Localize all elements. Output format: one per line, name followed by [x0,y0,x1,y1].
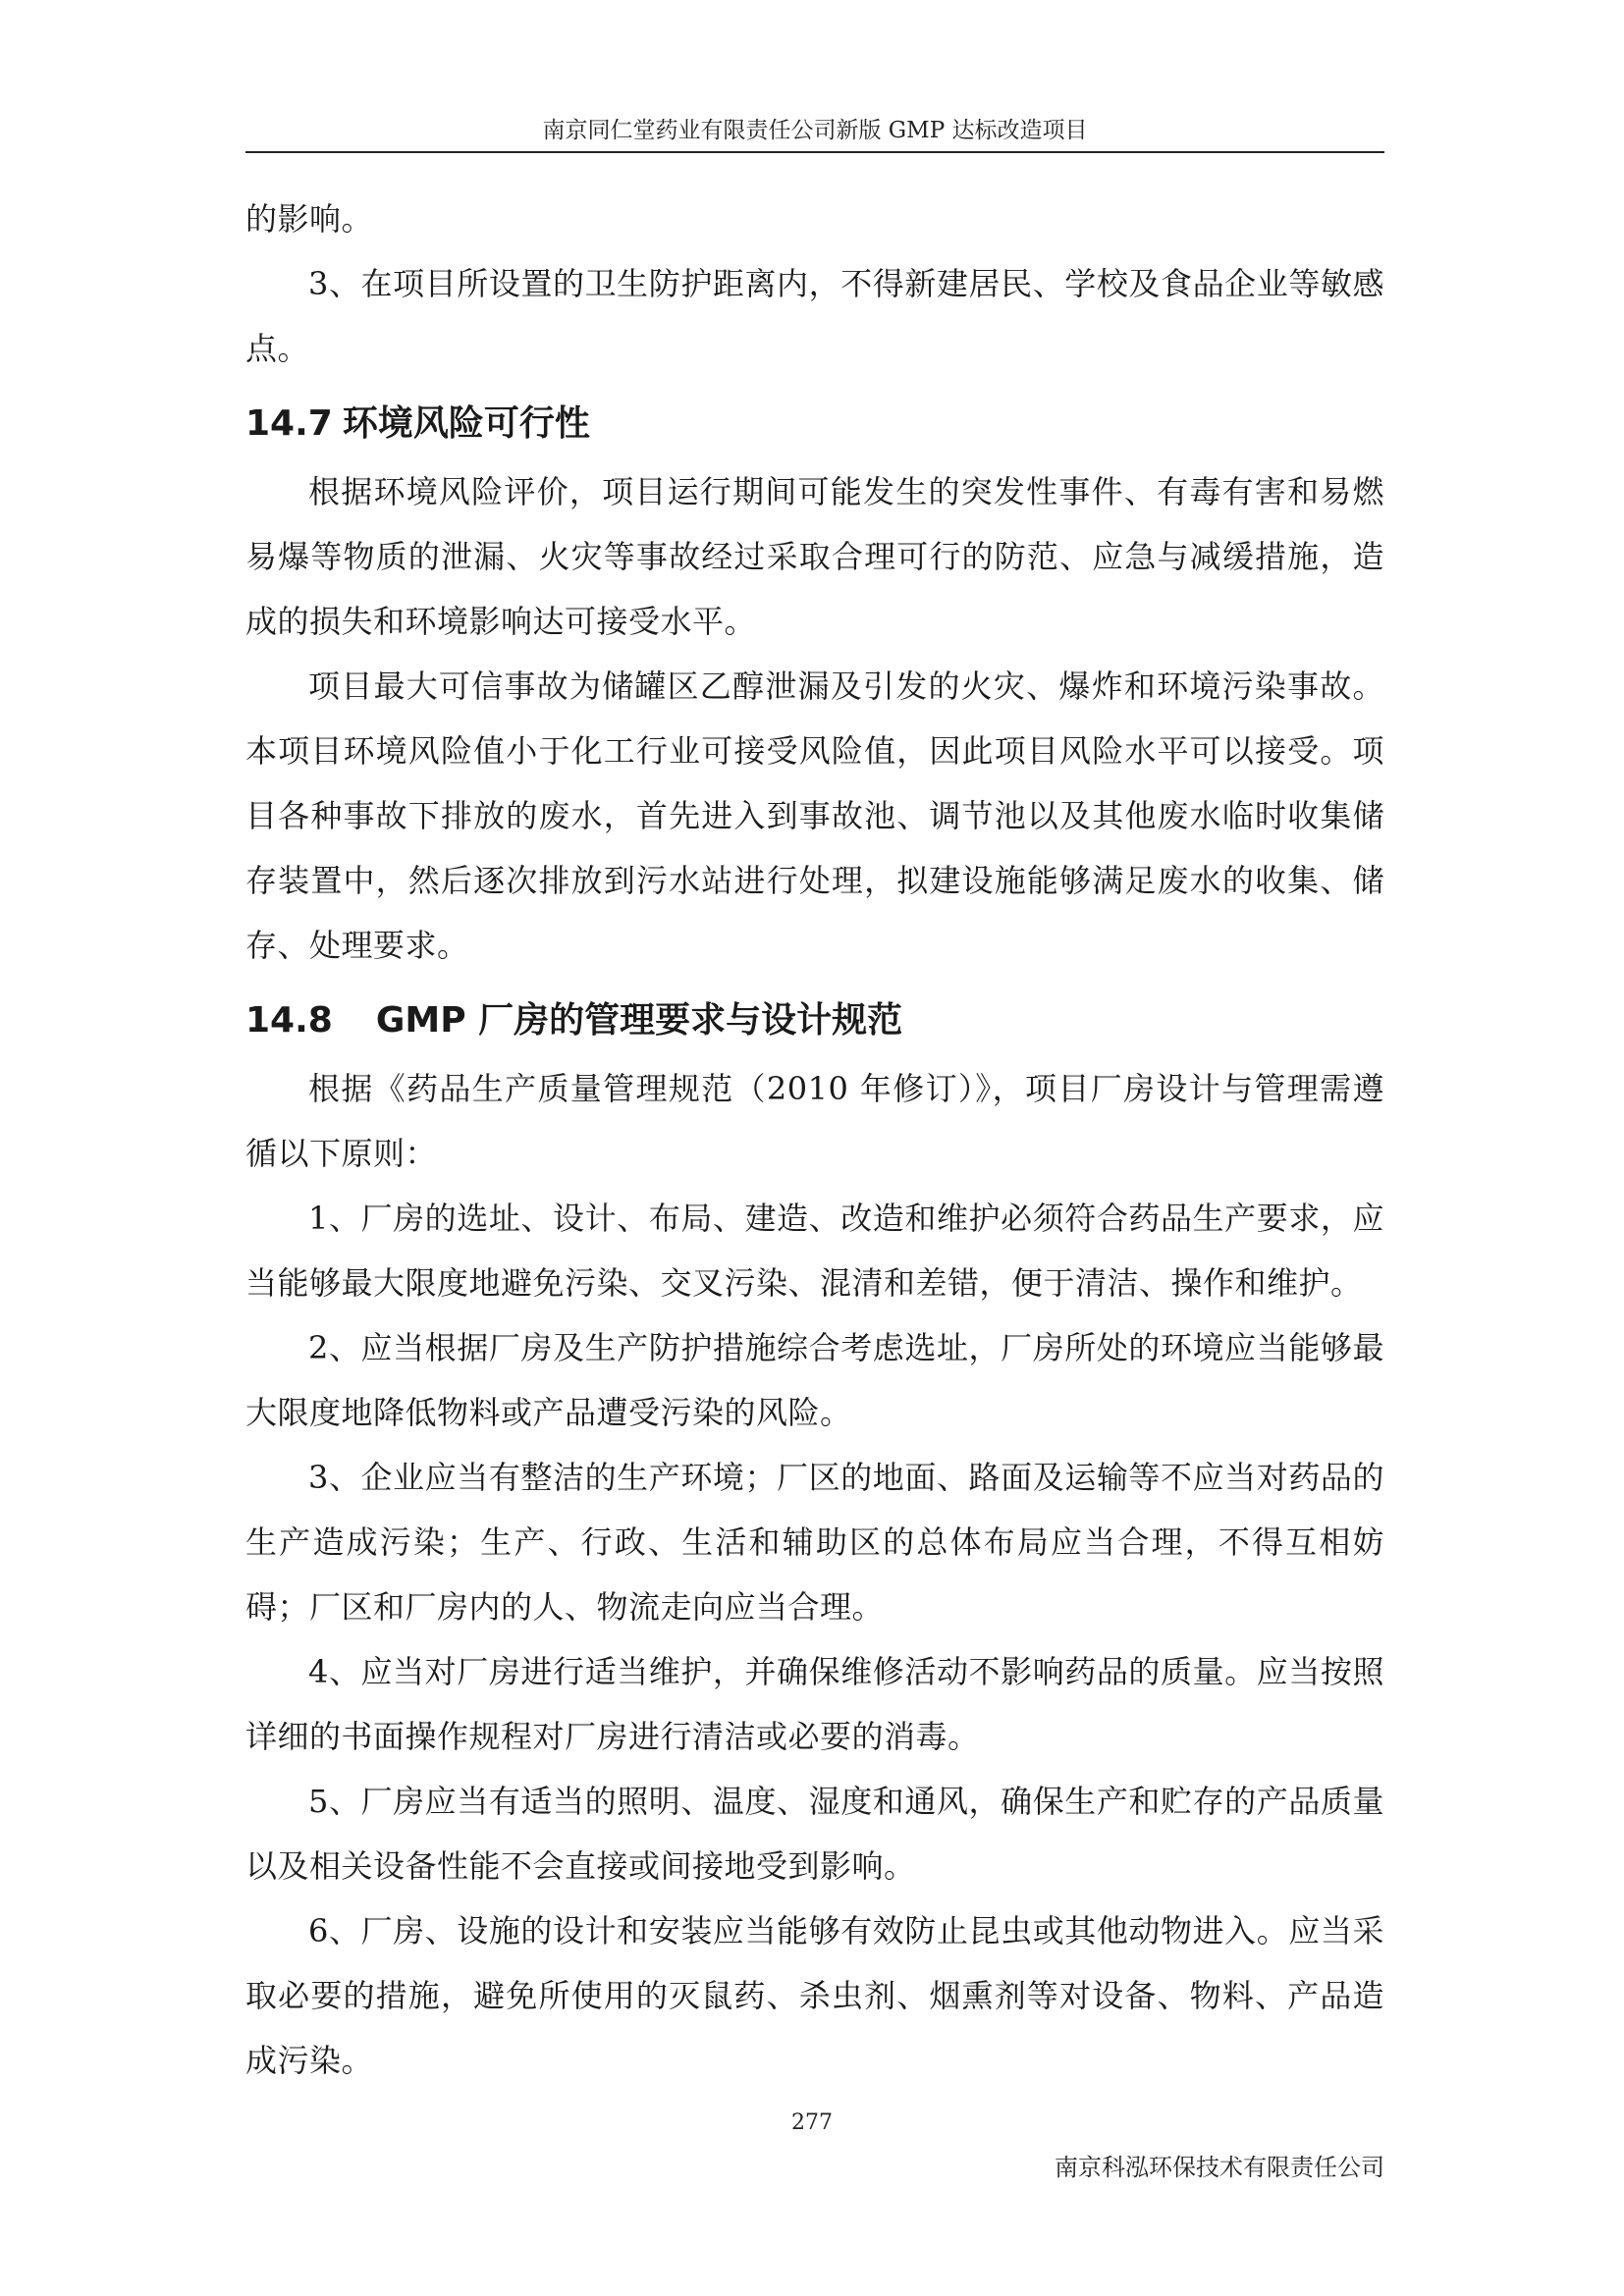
header-title: 南京同仁堂药业有限责任公司新版 GMP 达标改造项目 [542,118,1088,143]
paragraph-protection-distance: 3、在项目所设置的卫生防护距离内，不得新建居民、学校及食品企业等敏感点。 [245,265,1384,367]
paragraph-max-accident: 项目最大可信事故为储罐区乙醇泄漏及引发的火灾、爆炸和环境污染事故。本项目环境风险值小于化工行业可接受风险值，因此项目风险水平可以接受。项目各种事故下排放的废水，首先进入到事故池、调节池以及其他废水临时收集储存装置中，然后逐次排放到污水站进行处理，拟建设施能够满足废水的收集、储存、处理要求。 [245,667,1384,964]
section-title: GMP 厂房的管理要求与设计规范 [375,1000,903,1041]
paragraph-gmp-intro: 根据《药品生产质量管理规范（2010 年修订）》，项目厂房设计与管理需遵循以下原则： [245,1070,1384,1172]
document-body [245,187,1384,2093]
paragraph-rule-5: 5、厂房应当有适当的照明、温度、湿度和通风，确保生产和贮存的产品质量以及相关设备性能不会直接或间接地受到影响。 [245,1783,1384,1885]
paragraph-rule-3: 3、企业应当有整洁的生产环境；厂区的地面、路面及运输等不应当对药品的生产造成污染；生产、行政、生活和辅助区的总体布局应当合理，不得互相妨碍；厂区和厂房内的人、物流走向应当合理。 [245,1459,1384,1626]
section-number: 14.8 [245,1000,333,1041]
section-heading-14-8 [245,991,1384,1050]
section-number: 14.7 [245,403,333,444]
paragraph-rule-1: 1、厂房的选址、设计、布局、建造、改造和维护必须符合药品生产要求，应当能够最大限度地避免污染、交叉污染、混清和差错，便于清洁、操作和维护。 [245,1200,1384,1302]
paragraph-continuation: 的影响。 [245,200,374,238]
section-title: 环境风险可行性 [342,403,590,444]
paragraph-rule-6: 6、厂房、设施的设计和安装应当能够有效防止昆虫或其他动物进入。应当采取必要的措施，避免所使用的灭鼠药、杀虫剂、烟熏剂等对设备、物料、产品造成污染。 [245,1912,1384,2079]
paragraph-risk-assessment: 根据环境风险评价，项目运行期间可能发生的突发性事件、有毒有害和易燃易爆等物质的泄漏、火灾等事故经过采取合理可行的防范、应急与减缓措施，造成的损失和环境影响达可接受水平。 [245,473,1384,640]
footer-company: 南京科泓环保技术有限责任公司 [1055,2154,1384,2181]
page-number: 277 [791,2110,833,2135]
paragraph-rule-2: 2、应当根据厂房及生产防护措施综合考虑选址，厂房所处的环境应当能够最大限度地降低物料或产品遭受污染的风险。 [245,1329,1384,1431]
page-header [245,110,1384,153]
paragraph-rule-4: 4、应当对厂房进行适当维护，并确保维修活动不影响药品的质量。应当按照详细的书面操作规程对厂房进行清洁或必要的消毒。 [245,1653,1384,1755]
section-heading-14-7 [245,395,1384,454]
